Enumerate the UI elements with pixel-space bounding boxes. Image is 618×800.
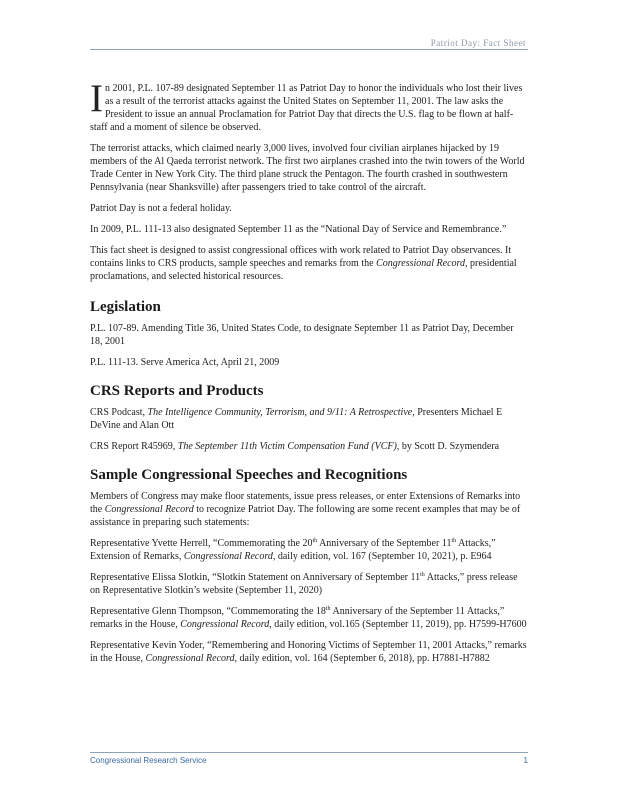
intro-paragraph-2: The terrorist attacks, which claimed nearly 3,000 lives, involved four civilian airplanes hijacked by 19 members of the Al Qaeda terrorist network. The first two airplanes crashed into the twin towers of the World Trade Center in New York City. The third plane struck the Pentagon. The fourth crashed in southwestern Pennsylvania (near Shanksville) after passengers tried to take control of the aircraft.	[90, 143, 525, 193]
sample-intro-paragraph: Members of Congress may make floor statements, issue press releases, or enter Extensions of Remarks into the Congressional Record to recognize Patriot Day. The following are some recent examples that may be of assistance in preparing such statements:	[90, 491, 521, 528]
legislation-item[interactable]: P.L. 111-13. Serve America Act, April 21, 2009	[90, 357, 280, 368]
intro-paragraph-3: Patriot Day is not a federal holiday.	[90, 203, 232, 214]
speech-item[interactable]: Representative Elissa Slotkin, “Slotkin Statement on Anniversary of September 11th Attacks,” press release on Representative Slotkin’s website (September 11, 2020)	[90, 572, 518, 596]
document-body	[90, 77, 528, 673]
header-divider	[90, 49, 528, 50]
footer-organization: Congressional Research Service	[90, 756, 207, 765]
crs-product-item[interactable]: CRS Podcast, The Intelligence Community, Terrorism, and 9/11: A Retrospective, Presenters Michael E DeVine and Alan Ott	[90, 407, 503, 431]
sample-speeches-heading: Sample Congressional Speeches and Recognitions	[90, 467, 408, 483]
speech-item[interactable]: Representative Yvette Herrell, “Commemorating the 20th Anniversary of the September 11th Attacks,” Extension of Remarks, Congressional Record, daily edition, vol. 167 (September 10, 2021), p. E964	[90, 538, 496, 562]
legislation-item[interactable]: P.L. 107-89. Amending Title 36, United States Code, to designate September 11 as Patriot Day, December 18, 2001	[90, 323, 514, 347]
intro-paragraph-1: In 2001, P.L. 107-89 designated September 11 as Patriot Day to honor the individuals who lost their lives as a result of the terrorist attacks against the United States on September 11, 2001. The law asks the President to issue an annual Proclamation for Patriot Day that directs the U.S. flag to be flown at half-staff and a moment of silence be observed.	[90, 77, 523, 133]
footer-divider	[90, 752, 528, 753]
speech-item[interactable]: Representative Glenn Thompson, “Commemorating the 18th Anniversary of the September 11 Attacks,” remarks in the House, Congressional Record, daily edition, vol.165 (September 11, 2019), pp. H7599-H7600	[90, 606, 527, 630]
crs-product-item[interactable]: CRS Report R45969, The September 11th Victim Compensation Fund (VCF), by Scott D. Szymendera	[90, 441, 500, 452]
crs-products-heading: CRS Reports and Products	[90, 383, 264, 399]
running-header: Patriot Day: Fact Sheet	[430, 38, 526, 48]
intro-paragraph-5: This fact sheet is designed to assist congressional offices with work related to Patriot Day observances. It contains links to CRS products, sample speeches and remarks from the Congressional Record, presidential proclamations, and selected historical resources.	[90, 245, 517, 282]
intro-paragraph-4: In 2009, P.L. 111-13 also designated September 11 as the “National Day of Service and Remembrance.”	[90, 224, 507, 235]
speech-item[interactable]: Representative Kevin Yoder, “Remembering and Honoring Victims of September 11, 2001 Attacks,” remarks in the House, Congressional Record, daily edition, vol. 164 (September 6, 2018), pp. H7881-H7882	[90, 640, 527, 664]
drop-cap: I	[90, 77, 103, 120]
page-number: 1	[523, 756, 528, 765]
legislation-heading: Legislation	[90, 299, 161, 315]
